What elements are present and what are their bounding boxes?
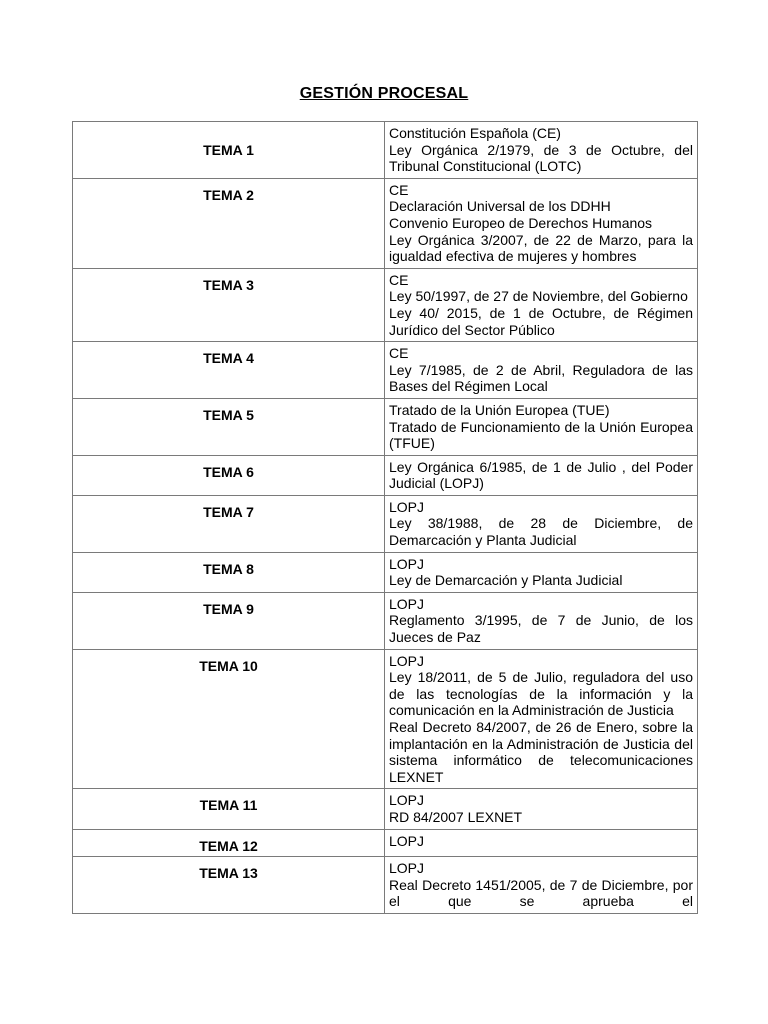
law-line: RD 84/2007 LEXNET (389, 808, 523, 825)
law-line: Tratado de Funcionamiento de la Unión Europea (TFUE) (389, 418, 693, 452)
law-line: Tratado de la Unión Europea (TUE) (389, 401, 610, 418)
table-row (73, 268, 698, 341)
law-line: Ley Orgánica 6/1985, de 1 de Julio , del Poder Judicial (LOPJ) (389, 458, 693, 492)
law-line: Ley 38/1988, de 28 de Diciembre, de Demarcación y Planta Judicial (389, 515, 693, 549)
laws-cell (385, 122, 698, 179)
tema-cell: TEMA 13 (73, 857, 385, 914)
law-line: LOPJ (389, 860, 425, 877)
law-line: LOPJ (389, 555, 425, 572)
laws-cell (385, 268, 698, 341)
tema-cell: TEMA 10 (73, 649, 385, 789)
tema-cell: TEMA 8 (73, 552, 385, 592)
table-row (73, 342, 698, 399)
table-row (73, 122, 698, 179)
law-line: CE (389, 345, 409, 362)
law-line: Real Decreto 1451/2005, de 7 de Diciembre, por el que se aprueba el (389, 876, 693, 910)
law-line: Ley de Demarcación y Planta Judicial (389, 572, 623, 589)
laws-cell (385, 552, 698, 592)
law-line: Reglamento 3/1995, de 7 de Junio, de los Jueces de Paz (389, 612, 693, 646)
tema-cell: TEMA 6 (73, 455, 385, 495)
laws-cell (385, 857, 698, 914)
tema-cell: TEMA 2 (73, 178, 385, 268)
tema-cell: TEMA 12 (73, 829, 385, 857)
law-line: LOPJ (389, 498, 425, 515)
law-line: CE (389, 181, 409, 198)
law-line: Ley Orgánica 2/1979, de 3 de Octubre, del Tribunal Constitucional (LOTC) (389, 141, 693, 175)
laws-cell (385, 789, 698, 829)
table-row (73, 829, 698, 857)
tema-cell: TEMA 4 (73, 342, 385, 399)
page-title: GESTIÓN PROCESAL (299, 85, 469, 102)
laws-cell (385, 592, 698, 649)
law-line: Ley 18/2011, de 5 de Julio, reguladora del uso de las tecnologías de la información y la comunicación en la Administración de Justicia (389, 669, 693, 719)
law-line: Ley 7/1985, de 2 de Abril, Reguladora de las Bases del Régimen Local (389, 361, 693, 395)
law-line: CE (389, 271, 409, 288)
tema-cell: TEMA 1 (73, 122, 385, 179)
law-line: Ley 50/1997, de 27 de Noviembre, del Gobierno (389, 288, 688, 305)
laws-cell (385, 829, 698, 857)
laws-cell (385, 649, 698, 789)
law-line: LOPJ (389, 792, 425, 809)
laws-cell (385, 455, 698, 495)
law-line: Declaración Universal de los DDHH (389, 198, 611, 215)
table-row (73, 455, 698, 495)
law-line: LOPJ (389, 652, 425, 669)
law-line: Ley 40/ 2015, de 1 de Octubre, de Régimen Jurídico del Sector Público (389, 304, 693, 338)
law-line: Constitución Española (CE) (389, 125, 561, 141)
table-row (73, 495, 698, 552)
table-row (73, 649, 698, 789)
table-row (73, 178, 698, 268)
table-row (73, 552, 698, 592)
law-line: Ley Orgánica 3/2007, de 22 de Marzo, para la igualdad efectiva de mujeres y hombres (389, 231, 693, 265)
laws-cell (385, 178, 698, 268)
table-row (73, 592, 698, 649)
tema-cell: TEMA 3 (73, 268, 385, 341)
laws-cell (385, 342, 698, 399)
tema-cell: TEMA 7 (73, 495, 385, 552)
topics-table (72, 121, 698, 914)
law-line: LOPJ (389, 832, 425, 849)
tema-cell: TEMA 11 (73, 789, 385, 829)
tema-cell: TEMA 9 (73, 592, 385, 649)
law-line: LOPJ (389, 595, 425, 612)
table-row (73, 789, 698, 829)
law-line: Real Decreto 84/2007, de 26 de Enero, sobre la implantación en la Administración de Justicia del sistema informático de telecomunicaciones LEXNET (389, 719, 693, 785)
table-row (73, 398, 698, 455)
table-row (73, 857, 698, 914)
laws-cell (385, 398, 698, 455)
laws-cell (385, 495, 698, 552)
tema-cell: TEMA 5 (73, 398, 385, 455)
topics-table-body (73, 122, 698, 914)
law-line: Convenio Europeo de Derechos Humanos (389, 214, 653, 231)
